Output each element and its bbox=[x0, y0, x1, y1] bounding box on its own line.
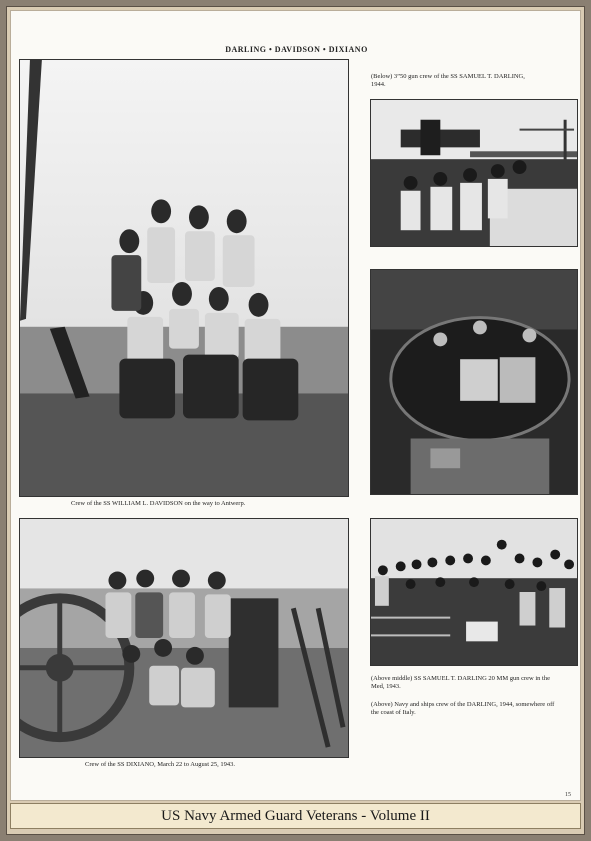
caption-navy-ships-crew: (Above) Navy and ships crew of the DARLING, 1944, somewhere off the coast of Italy. bbox=[371, 701, 555, 716]
page-number: 15 bbox=[565, 792, 571, 798]
photo-3-50-gun-crew bbox=[370, 99, 578, 247]
caption-davidson-crew: Crew of the SS WILLIAM L. DAVIDSON on the way to Antwerp. bbox=[71, 500, 246, 507]
page-header: DARLING • DAVIDSON • DIXIANO bbox=[225, 45, 368, 54]
caption-20mm-gun-crew: (Above middle) SS SAMUEL T. DARLING 20 MM gun crew in the Med, 1943. bbox=[371, 675, 550, 690]
photo-dixiano-crew bbox=[19, 518, 349, 758]
photo-darling-navy-crew bbox=[370, 518, 578, 666]
caption-3-50-gun-crew: (Below) 3”50 gun crew of the SS SAMUEL T. DARLING, 1944. bbox=[371, 73, 525, 88]
caption-dixiano-crew: Crew of the SS DIXIANO, March 22 to August 25, 1943. bbox=[85, 761, 236, 768]
photo-davidson-crew bbox=[19, 59, 349, 497]
photo-20mm-gun-crew bbox=[370, 269, 578, 495]
scanned-page bbox=[10, 10, 581, 801]
footer-title: US Navy Armed Guard Veterans - Volume II bbox=[10, 803, 581, 829]
